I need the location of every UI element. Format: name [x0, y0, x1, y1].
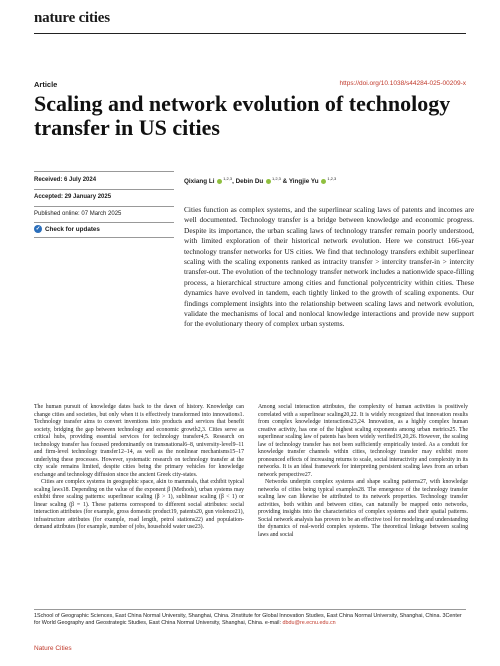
body-paragraph: Cities are complex systems in geographic space, akin to mammals, that exhibit typical scaling laws18. Depending on the value of the exponent β (Methods), urban systems may exhibit three scaling patterns: superlinear scaling (β > 1), sublinear scaling (β < 1) or linear scaling (β = 1). These patterns correspond to different social attributes: social interaction attributes (for example, gross domestic product19, patents20, gun violence21), infrastructure attributes (for example, road length, petrol stations22) and population-demand attributes (for example, number of jobs, household water use23). [34, 479, 244, 530]
author-name[interactable]: Debin Du [235, 178, 264, 186]
check-for-updates-button[interactable] [34, 225, 100, 233]
author-name[interactable]: Qixiang Li [184, 178, 215, 186]
meta-divider [34, 189, 174, 190]
orcid-icon[interactable] [266, 179, 271, 184]
author-list: Qixiang Li $^{1,2,3}$, Debin Du $^{1,2,3}$ & Yingjie Yu $^{1,2,3}$ [184, 176, 337, 186]
meta-divider [34, 237, 174, 238]
article-type: Article [34, 80, 58, 89]
body-paragraph: Among social interaction attributes, the complexity of human activities is positively correlated with a superlinear scaling20,22. It is widely recognized that innovation results from complex knowledge interactions23,24. Innovation, as a highly complex human creative activity, has one of the highest scaling exponents among urban metrics25. The superlinear scaling law of patents has been widely verified19,20,26. However, the scaling law of technology transfer has not been sufficiently empirically tested. As a conduit for knowledge transfer channels within cities, technology transfer may exhibit more pronounced effects of increasing returns to scale, social interactivity and complexity in its networks. It is an ideal framework for interpreting persistent scaling laws from an urban network perspective27. [258, 404, 468, 478]
accepted-date: Accepted: 29 January 2025 [34, 194, 112, 200]
journal-masthead: nature cities [34, 10, 110, 26]
refresh-icon: ✓ [35, 226, 41, 232]
article-title: Scaling and network evolution of technology transfer in US cities [34, 91, 451, 140]
doi-link[interactable]: https://doi.org/10.1038/s44284-025-00209-x [339, 80, 466, 87]
body-paragraph: The human pursuit of knowledge dates back to the dawn of history. Knowledge can change cities and societies, but only when it is effectively transformed into innovations1. Technology transfer aims to convert inventions into products and services that benefit society, bridging the gap between technology and economic growth2,3. Cities serve as critical hubs, providing essential services for technology transfer4,5. Research on technology transfer has focused predominantly on transnational6–8, university-level9–11 and firm-level technology transfer12–14, as well as the nonlinear mechanisms15–17 underlying these processes. However, systematic research on technology transfer at the city scale remains limited, despite cities being the primary vehicles for knowledge exchange and technology diffusion since the ancient Greek city-states. [34, 404, 244, 478]
orcid-icon[interactable] [321, 179, 326, 184]
received-date: Received: 6 July 2024 [34, 177, 97, 183]
orcid-icon[interactable] [217, 179, 222, 184]
body-column-right [258, 404, 468, 539]
author-name[interactable]: Yingjie Yu [288, 178, 319, 186]
affiliations-footnote: 1School of Geographic Sciences, East China Normal University, Shanghai, China. 2Institute for Global Innovation Studies, East China Normal University, Shanghai, China. 3Center for World Geography and Geostrategic Studies, East China Normal University, Shanghai, China. e-mail: dbdu@re.ecnu.edu.cn [34, 613, 462, 627]
abstract: Cities function as complex systems, and the superlinear scaling laws of patents and incomes are well documented. Technology transfer is a bridge between knowledge and economic progress. Despite its importance, the urban scaling laws of technology transfer remain poorly understood, with limited exploration of their historical network evolution. Here we construct 166-year technology transfer networks for US cities. We find that technology transfers exhibit superlinear scaling with the scaling exponents ranked as intracity transfer > intercity transfer-in > intercity transfer-out. The evolution of the technology transfer network includes a nationwide space-filling process, a hierarchical structure among cities and functional polycentricity within cities. These dynamics have evolved in tandem, each tightly linked to the growth of scaling exponents. Our findings complement insights into the relationship between scaling laws and network evolution, validate the mechanisms of local and nonlocal knowledge interactions and provide new support for the evolutionary theory of complex urban systems. [184, 205, 474, 329]
email-label: e-mail: [264, 620, 282, 627]
published-date: Published online: 07 March 2025 [34, 211, 122, 217]
meta-divider [34, 206, 174, 207]
meta-divider [34, 171, 174, 172]
footnote-rule [34, 609, 466, 610]
body-paragraph: Networks underpin complex systems and shape scaling patterns27, with knowledge networks of cities being typical examples28. The emergence of the technology transfer scaling law can likewise be attributed to its network properties. Technology transfer activities, both within and between cities, can naturally be mapped onto networks, providing insights into the characteristics of complex systems and their spatial patterns. Social network analysis has proven to be an effective tool for modeling and understanding the dynamics of real-world complex systems. The theoretical linkage between scaling laws and social [258, 479, 468, 538]
body-column-left [34, 404, 244, 532]
journal-footer: Nature Cities [34, 645, 72, 652]
email-link[interactable]: dbdu@re.ecnu.edu.cn [282, 620, 336, 627]
check-for-updates-label: Check for updates [45, 225, 100, 233]
top-rule [34, 33, 466, 34]
meta-divider [34, 222, 174, 223]
